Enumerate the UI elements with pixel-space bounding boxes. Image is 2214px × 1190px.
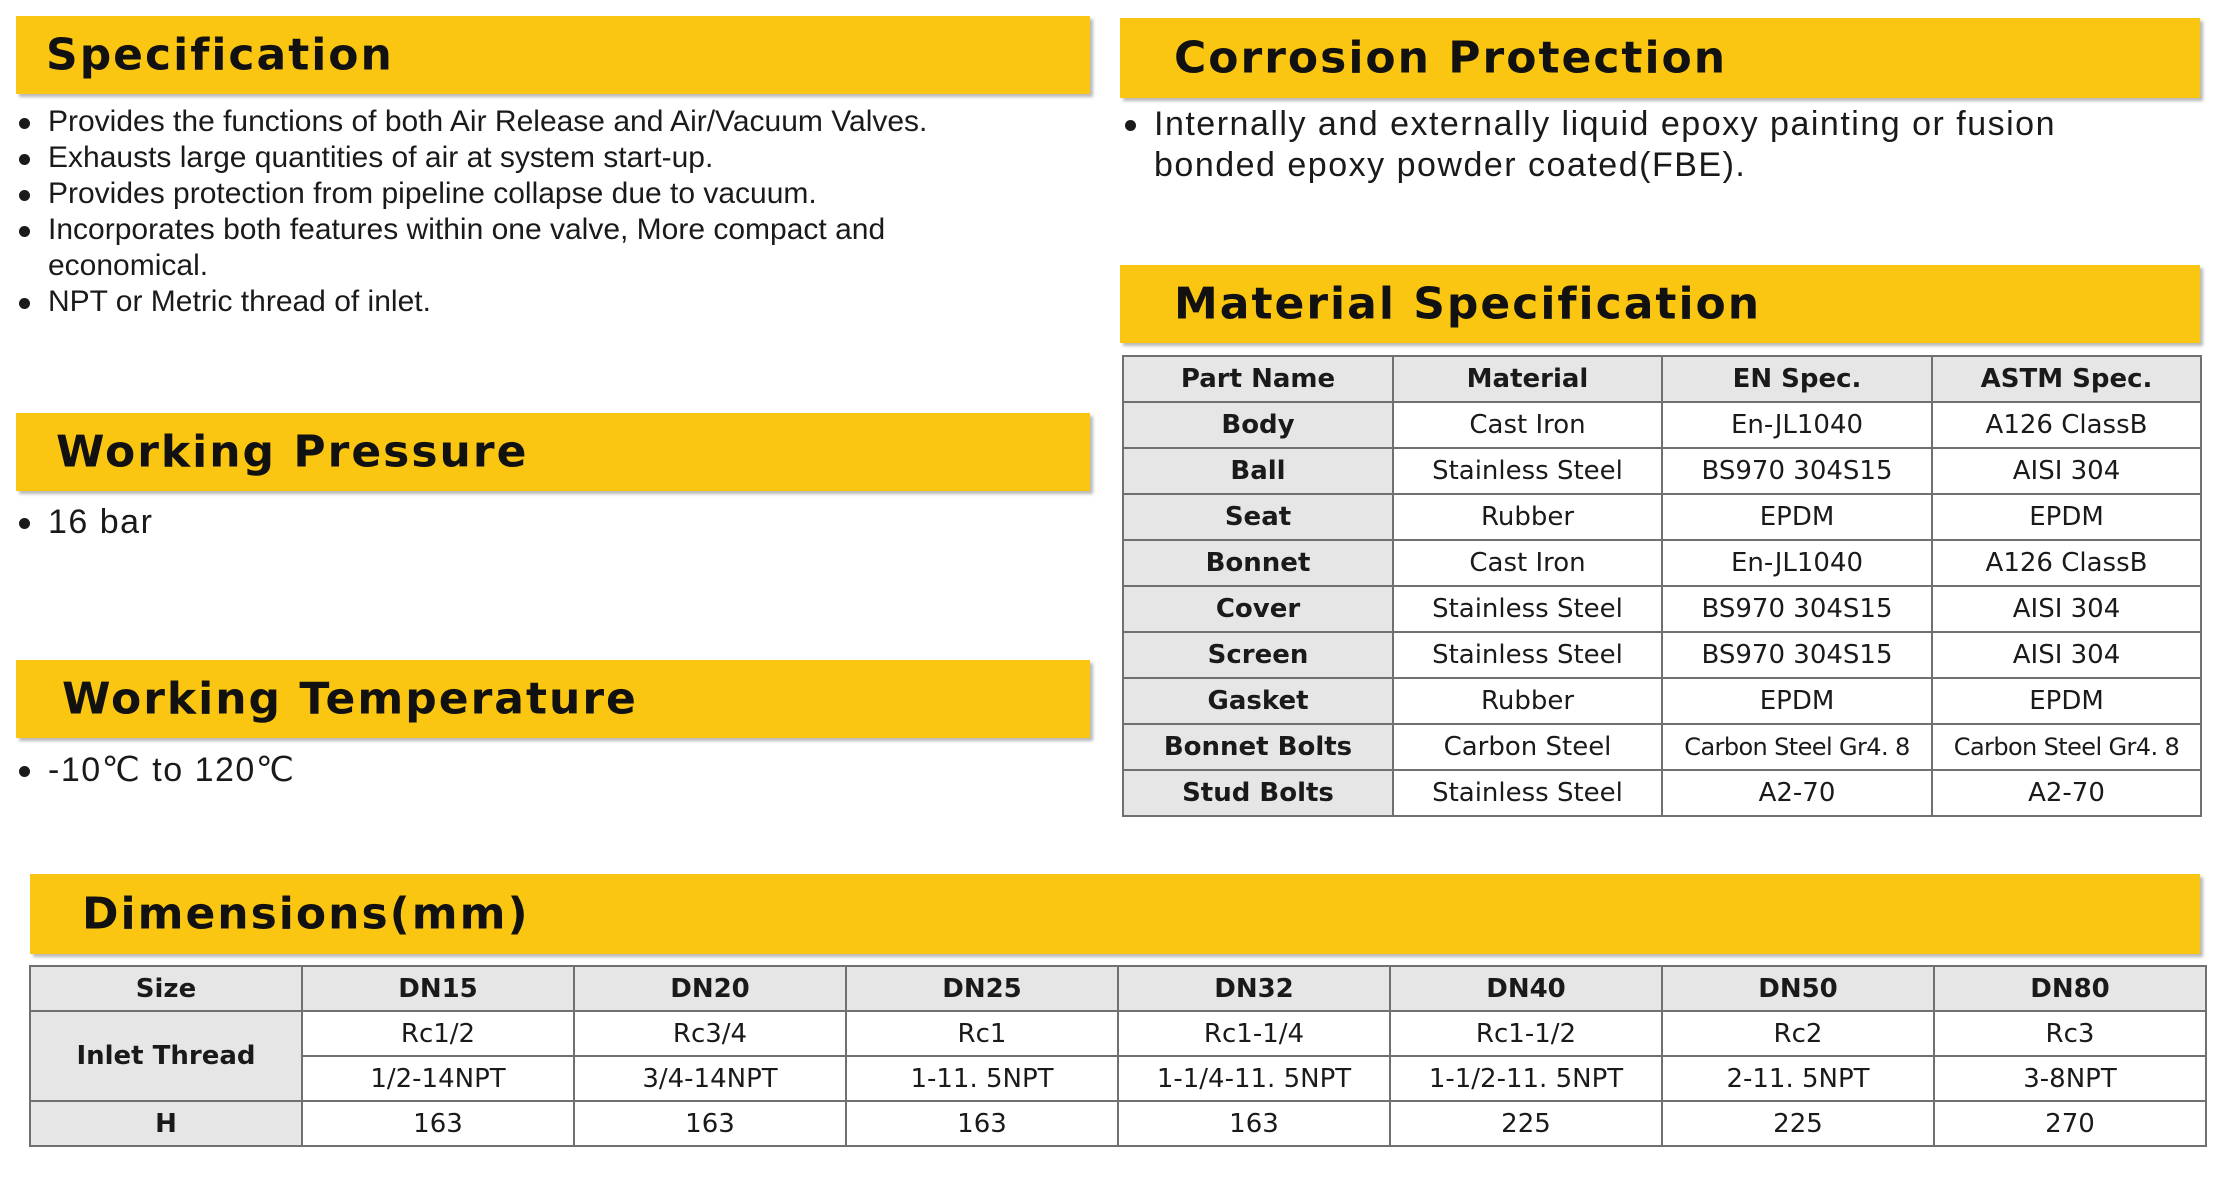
size-header: DN40 [1390,966,1662,1011]
en-spec-cell: BS970 304S15 [1662,586,1932,632]
working-temperature-banner [16,660,1090,738]
size-header: DN80 [1934,966,2206,1011]
corrosion-protection-title: Corrosion Protection [1174,32,1728,84]
size-label: Size [30,966,302,1011]
material-header: Material [1393,356,1662,402]
list-item: Provides the functions of both Air Release and Air/Vacuum Valves. [14,104,1074,140]
material-specification-banner [1120,265,2200,343]
h-value-cell: 163 [302,1101,574,1146]
en-spec-cell: EPDM [1662,494,1932,540]
inlet-npt-cell: 1-1/4-11. 5NPT [1118,1056,1390,1101]
h-value-cell: 225 [1662,1101,1934,1146]
en-spec-cell: En-JL1040 [1662,540,1932,586]
en-spec-cell: A2-70 [1662,770,1932,816]
astm-spec-cell: AISI 304 [1932,586,2201,632]
astm-spec-cell: Carbon Steel Gr4. 8 [1932,724,2201,770]
part-name-cell: Bonnet [1123,540,1393,586]
h-value-cell: 163 [846,1101,1118,1146]
astm-spec-cell: AISI 304 [1932,632,2201,678]
en-spec-cell: Carbon Steel Gr4. 8 [1662,724,1932,770]
h-value-cell: 163 [574,1101,846,1146]
inlet-npt-cell: 2-11. 5NPT [1662,1056,1934,1101]
table-row [1123,402,2201,448]
material-cell: Stainless Steel [1393,586,1662,632]
inlet-rc-cell: Rc3 [1934,1011,2206,1056]
list-item: Exhausts large quantities of air at system start-up. [14,140,1074,176]
material-cell: Cast Iron [1393,402,1662,448]
part-name-cell: Ball [1123,448,1393,494]
astm-spec-cell: AISI 304 [1932,448,2201,494]
dimensions-banner [30,874,2200,954]
corrosion-protection-list [1120,104,2120,186]
table-row [1123,448,2201,494]
inlet-npt-cell: 1-1/2-11. 5NPT [1390,1056,1662,1101]
astm-spec-cell: A126 ClassB [1932,402,2201,448]
table-row [1123,586,2201,632]
working-pressure-title: Working Pressure [56,426,529,478]
dimensions-title: Dimensions(mm) [82,888,530,940]
part-name-cell: Bonnet Bolts [1123,724,1393,770]
material-specification-title: Material Specification [1174,278,1762,330]
size-header: DN25 [846,966,1118,1011]
part-name-cell: Body [1123,402,1393,448]
en-spec-cell: BS970 304S15 [1662,448,1932,494]
material-cell: Rubber [1393,678,1662,724]
material-cell: Rubber [1393,494,1662,540]
table-header-row [1123,356,2201,402]
specification-list [14,104,1074,320]
en-spec-cell: EPDM [1662,678,1932,724]
material-cell: Stainless Steel [1393,770,1662,816]
part-name-cell: Gasket [1123,678,1393,724]
en-spec-cell: En-JL1040 [1662,402,1932,448]
list-item: NPT or Metric thread of inlet. [14,284,1074,320]
part-name-header: Part Name [1123,356,1393,402]
size-header: DN20 [574,966,846,1011]
material-table [1122,355,2202,817]
working-temperature-list [14,750,1074,791]
working-pressure-list [14,502,1074,543]
inlet-npt-cell: 1/2-14NPT [302,1056,574,1101]
table-row [1123,540,2201,586]
size-header: DN15 [302,966,574,1011]
table-row [30,1056,2206,1101]
inlet-rc-cell: Rc2 [1662,1011,1934,1056]
inlet-rc-cell: Rc1-1/4 [1118,1011,1390,1056]
part-name-cell: Screen [1123,632,1393,678]
table-row [1123,632,2201,678]
inlet-npt-cell: 3-8NPT [1934,1056,2206,1101]
table-row [1123,770,2201,816]
material-cell: Cast Iron [1393,540,1662,586]
material-cell: Stainless Steel [1393,632,1662,678]
table-row [1123,678,2201,724]
list-item: 16 bar [14,502,1074,543]
h-value-cell: 225 [1390,1101,1662,1146]
en-spec-header: EN Spec. [1662,356,1932,402]
astm-spec-cell: A126 ClassB [1932,540,2201,586]
en-spec-cell: BS970 304S15 [1662,632,1932,678]
table-row [1123,724,2201,770]
list-item: Incorporates both features within one valve, More compact and economical. [14,212,1008,284]
size-header: DN32 [1118,966,1390,1011]
h-label: H [30,1101,302,1146]
specification-title: Specification [46,29,394,81]
astm-spec-cell: A2-70 [1932,770,2201,816]
astm-spec-header: ASTM Spec. [1932,356,2201,402]
astm-spec-cell: EPDM [1932,494,2201,540]
inlet-rc-cell: Rc1/2 [302,1011,574,1056]
inlet-npt-cell: 1-11. 5NPT [846,1056,1118,1101]
list-item: Internally and externally liquid epoxy painting or fusion bonded epoxy powder coated(FBE). [1120,104,2120,186]
table-row [30,966,2206,1011]
working-pressure-banner [16,413,1090,491]
list-item: -10℃ to 120℃ [14,750,1074,791]
h-value-cell: 163 [1118,1101,1390,1146]
table-row [1123,494,2201,540]
part-name-cell: Stud Bolts [1123,770,1393,816]
inlet-npt-cell: 3/4-14NPT [574,1056,846,1101]
part-name-cell: Seat [1123,494,1393,540]
material-cell: Stainless Steel [1393,448,1662,494]
inlet-rc-cell: Rc1 [846,1011,1118,1056]
table-row [30,1101,2206,1146]
size-header: DN50 [1662,966,1934,1011]
table-row [30,1011,2206,1056]
inlet-rc-cell: Rc1-1/2 [1390,1011,1662,1056]
inlet-rc-cell: Rc3/4 [574,1011,846,1056]
part-name-cell: Cover [1123,586,1393,632]
corrosion-protection-banner [1120,18,2200,98]
astm-spec-cell: EPDM [1932,678,2201,724]
dimensions-table [29,965,2207,1147]
working-temperature-title: Working Temperature [62,673,638,725]
material-cell: Carbon Steel [1393,724,1662,770]
inlet-thread-label: Inlet Thread [30,1011,302,1101]
h-value-cell: 270 [1934,1101,2206,1146]
specification-banner [16,16,1090,94]
list-item: Provides protection from pipeline collapse due to vacuum. [14,176,1074,212]
